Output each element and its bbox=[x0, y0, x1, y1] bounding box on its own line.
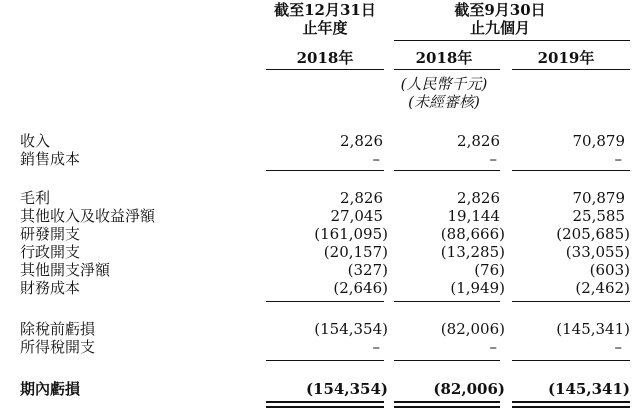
row-label-cost-of-sales: 銷售成本 bbox=[20, 150, 81, 168]
col-header-nine-month-period: 截至9月30日 bbox=[454, 1, 546, 19]
col-header-year-2019-9m: 2019年 bbox=[537, 49, 595, 67]
unaudited-label: (未經審核) bbox=[408, 93, 480, 111]
cell-rnd-fy2018: (161,095) bbox=[314, 225, 388, 243]
col-header-year-2018-9m: 2018年 bbox=[415, 49, 473, 67]
cell-other-income-9m2018: 19,144 bbox=[447, 207, 500, 225]
cell-gross-profit-9m2018: 2,826 bbox=[457, 189, 500, 207]
row-label-loss-for-period: 期內虧損 bbox=[20, 380, 81, 398]
total-double-rule-2a bbox=[394, 401, 500, 403]
cell-other-income-fy2018: 27,045 bbox=[330, 207, 383, 225]
cell-gross-profit-fy2018: 2,826 bbox=[340, 189, 383, 207]
total-double-rule-2b bbox=[394, 406, 500, 408]
year-underline-3 bbox=[512, 69, 630, 70]
cell-loss-for-period-fy2018: (154,354) bbox=[305, 380, 388, 398]
subtotal-rule-1b bbox=[394, 170, 500, 171]
col-header-fy-period: 截至12月31日 bbox=[274, 1, 376, 19]
row-label-other-income: 其他收入及收益淨額 bbox=[20, 207, 156, 225]
cell-revenue-fy2018: 2,826 bbox=[340, 132, 383, 150]
cell-cost-of-sales-9m2018: – bbox=[489, 150, 497, 168]
row-label-other-expenses: 其他開支淨額 bbox=[20, 261, 111, 279]
row-label-loss-before-tax: 除稅前虧損 bbox=[20, 320, 96, 338]
cell-finance-costs-9m2018: (1,949) bbox=[450, 279, 505, 297]
total-double-rule-1b bbox=[266, 406, 384, 408]
row-label-gross-profit: 毛利 bbox=[20, 189, 51, 207]
cell-other-expenses-fy2018: (327) bbox=[347, 261, 388, 279]
cell-loss-before-tax-9m2018: (82,006) bbox=[440, 320, 505, 338]
row-label-income-tax: 所得稅開支 bbox=[20, 338, 96, 356]
subtotal-rule-2b bbox=[394, 301, 500, 302]
subtotal-rule-3c bbox=[512, 360, 630, 361]
row-label-rnd-expenses: 研發開支 bbox=[20, 225, 81, 243]
col-header-year-2018-fy: 2018年 bbox=[296, 49, 354, 67]
cell-cost-of-sales-fy2018: – bbox=[372, 150, 380, 168]
cell-other-income-9m2019: 25,585 bbox=[572, 207, 625, 225]
row-label-finance-costs: 財務成本 bbox=[20, 279, 81, 297]
cell-rnd-9m2019: (205,685) bbox=[556, 225, 630, 243]
cell-revenue-9m2019: 70,879 bbox=[572, 132, 625, 150]
year-underline-2 bbox=[394, 69, 500, 70]
subtotal-rule-3b bbox=[394, 360, 500, 361]
row-label-revenue: 收入 bbox=[20, 132, 51, 150]
subtotal-rule-1a bbox=[266, 170, 384, 171]
cell-income-tax-9m2019: – bbox=[614, 338, 622, 356]
total-double-rule-1a bbox=[266, 401, 384, 403]
cell-income-tax-9m2018: – bbox=[489, 338, 497, 356]
cell-loss-for-period-9m2018: (82,006) bbox=[433, 380, 505, 398]
cell-loss-for-period-9m2019: (145,341) bbox=[547, 380, 630, 398]
cell-loss-before-tax-fy2018: (154,354) bbox=[314, 320, 388, 338]
row-label-admin-expenses: 行政開支 bbox=[20, 243, 81, 261]
total-double-rule-3a bbox=[512, 401, 630, 403]
group-header-underline bbox=[394, 40, 630, 41]
cell-revenue-9m2018: 2,826 bbox=[457, 132, 500, 150]
cell-finance-costs-9m2019: (2,462) bbox=[575, 279, 630, 297]
cell-other-expenses-9m2019: (603) bbox=[589, 261, 630, 279]
cell-rnd-9m2018: (88,666) bbox=[440, 225, 505, 243]
cell-admin-fy2018: (20,157) bbox=[323, 243, 388, 261]
subtotal-rule-2c bbox=[512, 301, 630, 302]
cell-loss-before-tax-9m2019: (145,341) bbox=[556, 320, 630, 338]
subtotal-rule-3a bbox=[266, 360, 384, 361]
col-header-fy-suffix: 止年度 bbox=[302, 19, 348, 37]
cell-income-tax-fy2018: – bbox=[372, 338, 380, 356]
cell-gross-profit-9m2019: 70,879 bbox=[572, 189, 625, 207]
cell-cost-of-sales-9m2019: – bbox=[614, 150, 622, 168]
cell-admin-9m2019: (33,055) bbox=[565, 243, 630, 261]
cell-other-expenses-9m2018: (76) bbox=[474, 261, 505, 279]
col-header-nine-month-suffix: 止九個月 bbox=[469, 19, 531, 37]
subtotal-rule-2a bbox=[266, 301, 384, 302]
year-underline-1 bbox=[266, 69, 384, 70]
unit-label: (人民幣千元) bbox=[400, 75, 488, 93]
total-double-rule-3b bbox=[512, 406, 630, 408]
cell-admin-9m2018: (13,285) bbox=[440, 243, 505, 261]
cell-finance-costs-fy2018: (2,646) bbox=[333, 279, 388, 297]
subtotal-rule-1c bbox=[512, 170, 630, 171]
